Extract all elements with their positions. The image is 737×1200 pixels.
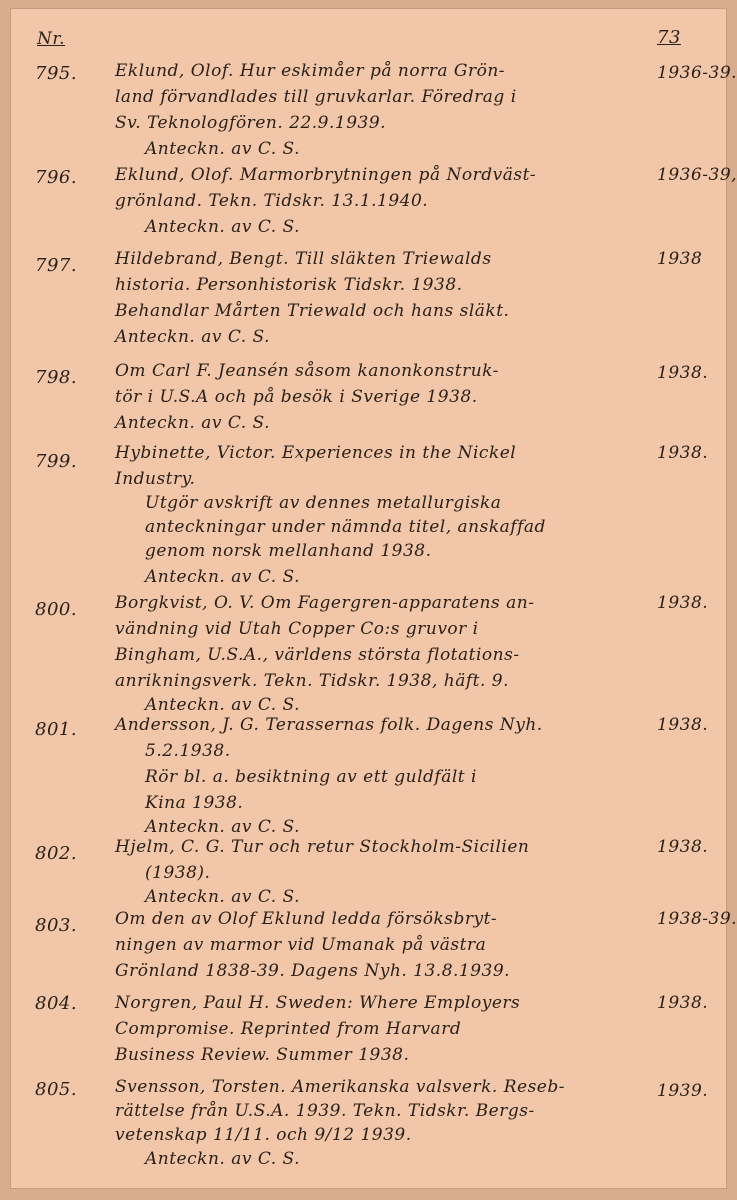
entry-number: 804.	[35, 993, 78, 1014]
entry-line: historia. Personhistorisk Tidskr. 1938.	[115, 275, 463, 295]
entry-line: Svensson, Torsten. Amerikanska valsverk. Reseb-	[115, 1077, 565, 1097]
entry-year: 1938.	[657, 363, 709, 383]
entry-line: Om den av Olof Eklund ledda försöksbryt-	[115, 909, 498, 929]
entry-line: Anteckn. av C. S.	[115, 413, 270, 433]
entry-line: Anteckn. av C. S.	[145, 567, 300, 587]
entry-year: 1938	[657, 249, 703, 269]
entry-line: Utgör avskrift av dennes metallurgiska	[145, 493, 502, 513]
entry-line: Anteckn. av C. S.	[115, 327, 270, 347]
entry-line: Eklund, Olof. Marmorbrytningen på Nordväst-	[115, 165, 537, 185]
entry-number: 795.	[35, 63, 78, 84]
entry-line: Rör bl. a. besiktning av ett guldfält i	[145, 767, 477, 787]
entry-line: anrikningsverk. Tekn. Tidskr. 1938, häft. 9.	[115, 671, 509, 691]
entry-number: 802.	[35, 843, 78, 864]
entry-line: Anteckn. av C. S.	[145, 139, 300, 159]
entry-number: 805.	[35, 1079, 78, 1100]
entry-line: tör i U.S.A och på besök i Sverige 1938.	[115, 387, 478, 407]
manuscript-page	[10, 8, 737, 1189]
entry-line: Andersson, J. G. Terassernas folk. Dagens Nyh.	[115, 715, 543, 735]
entry-year: 1938-39.	[657, 909, 737, 929]
entry-year: 1938.	[657, 715, 709, 735]
entry-line: Anteckn. av C. S.	[145, 217, 300, 237]
entry-number: 798.	[35, 367, 78, 388]
entry-year: 1938.	[657, 993, 709, 1013]
entry-year: 1938.	[657, 593, 709, 613]
entry-year: 1936-39,	[657, 165, 737, 185]
entry-line: Norgren, Paul H. Sweden: Where Employers	[115, 993, 521, 1013]
entry-number: 801.	[35, 719, 78, 740]
entry-number: 799.	[35, 451, 78, 472]
entry-year: 1936-39.	[657, 63, 737, 83]
entry-line: Anteckn. av C. S.	[145, 887, 300, 907]
entry-line: Hjelm, C. G. Tur och retur Stockholm-Sicilien	[115, 837, 530, 857]
entry-number: 797.	[35, 255, 78, 276]
entry-line: Om Carl F. Jeansén såsom kanonkonstruk-	[115, 361, 499, 381]
entry-line: Bingham, U.S.A., världens största flotations-	[115, 645, 520, 665]
entry-line: Anteckn. av C. S.	[145, 1149, 300, 1169]
entry-line: rättelse från U.S.A. 1939. Tekn. Tidskr. Bergs-	[115, 1101, 535, 1121]
entry-line: Eklund, Olof. Hur eskimåer på norra Grön-	[115, 61, 506, 81]
entry-year: 1938.	[657, 443, 709, 463]
entry-line: Compromise. Reprinted from Harvard	[115, 1019, 462, 1039]
entry-line: Kina 1938.	[145, 793, 244, 813]
entry-number: 800.	[35, 599, 78, 620]
entry-line: Hildebrand, Bengt. Till släkten Triewalds	[115, 249, 492, 269]
entry-line: Anteckn. av C. S.	[145, 695, 300, 715]
entry-line: Sv. Teknologfören. 22.9.1939.	[115, 113, 387, 133]
entry-line: anteckningar under nämnda titel, anskaffad	[145, 517, 546, 537]
entry-line: 5.2.1938.	[145, 741, 231, 761]
entry-line: ningen av marmor vid Umanak på västra	[115, 935, 487, 955]
entry-line: Hybinette, Victor. Experiences in the Nickel	[115, 443, 517, 463]
page-number: 73	[657, 27, 681, 48]
entry-line: land förvandlades till gruvkarlar. Föredrag i	[115, 87, 517, 107]
entry-line: Business Review. Summer 1938.	[115, 1045, 410, 1065]
entry-year: 1938.	[657, 837, 709, 857]
entry-line: Behandlar Mårten Triewald och hans släkt.	[115, 301, 510, 321]
entry-line: (1938).	[145, 863, 211, 883]
entry-year: 1939.	[657, 1081, 709, 1101]
entry-line: vändning vid Utah Copper Co:s gruvor i	[115, 619, 479, 639]
entry-number: 796.	[35, 167, 78, 188]
entry-line: grönland. Tekn. Tidskr. 13.1.1940.	[115, 191, 429, 211]
entry-line: Anteckn. av C. S.	[145, 817, 300, 837]
entry-line: Borgkvist, O. V. Om Fagergren-apparatens an-	[115, 593, 535, 613]
nr-column-header: Nr.	[37, 29, 66, 49]
entry-number: 803.	[35, 915, 78, 936]
entry-line: Industry.	[115, 469, 196, 489]
entry-line: genom norsk mellanhand 1938.	[145, 541, 432, 561]
entry-line: Grönland 1838-39. Dagens Nyh. 13.8.1939.	[115, 961, 511, 981]
entry-line: vetenskap 11/11. och 9/12 1939.	[115, 1125, 412, 1145]
